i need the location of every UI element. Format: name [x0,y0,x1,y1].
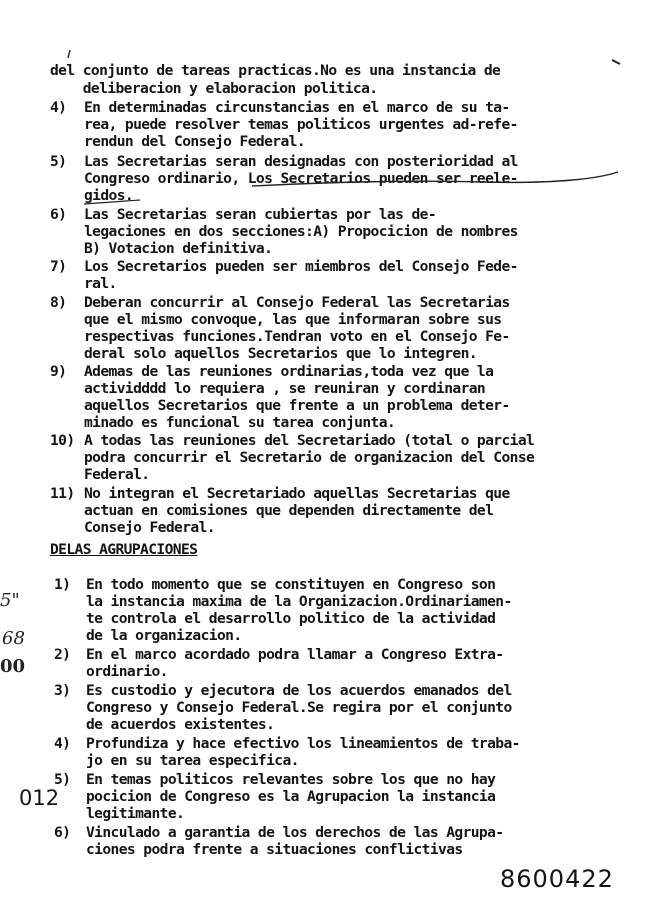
item-number: 8) [50,294,67,311]
item-line: legitimante. [86,805,185,822]
item-line: podra concurrir el Secretario de organizacion del Conse [84,449,535,466]
item-number: 3) [54,682,71,699]
item-line: minado es funcional su tarea conjunta. [84,414,396,431]
item-number: 1) [54,576,71,593]
item-line: de la organizacion. [86,627,242,644]
item-line: actividddd lo requiera , se reuniran y cordinaran [84,380,486,397]
item-line: A todas las reuniones del Secretariado (total o parcial [84,432,535,449]
item-line: de acuerdos existentes. [86,716,275,733]
item-line: gidos. [84,187,134,204]
item-number: 2) [54,646,71,663]
item-line: pocicion de Congreso es la Agrupacion la instancia [86,788,496,805]
item-line: te controla el desarrollo politico de la actividad [86,610,496,627]
item-number: 7) [50,258,67,275]
item-number: 9) [50,363,67,380]
margin-mark: 00 [0,656,26,677]
item-number: 5) [54,771,71,788]
item-line: aquellos Secretarios que frente a un problema deter- [84,397,510,414]
intro-line-1: del conjunto de tareas practicas.No es una instancia de [50,62,501,79]
item-line: B) Votacion definitiva. [84,240,273,257]
item-line: En temas politicos relevantes sobre los que no hay [86,771,496,788]
item-line: Las Secretarias seran designadas con posterioridad al [84,153,518,170]
item-number: 6) [54,824,71,841]
item-line: Los Secretarios pueden ser miembros del Consejo Fede- [84,258,518,275]
item-line: Profundiza y hace efectivo los lineamientos de traba- [86,735,520,752]
document-number: 8600422 [500,865,614,893]
item-line: Federal. [84,466,150,483]
item-line: ciones podra frente a situaciones conflictivas [86,841,463,858]
item-line: En determinadas circunstancias en el marco de su ta- [84,99,510,116]
item-line: No integran el Secretariado aquellas Secretarias que [84,485,510,502]
item-line: ral. [84,275,117,292]
item-number: 4) [50,99,67,116]
margin-mark: 5" [0,590,20,611]
intro-line-2: deliberacion y elaboracion politica. [50,80,378,97]
item-line: Consejo Federal. [84,519,215,536]
item-line: legaciones en dos secciones:A) Propocicion de nombres [84,223,518,240]
item-line: Es custodio y ejecutora de los acuerdos emanados del [86,682,512,699]
item-number: 4) [54,735,71,752]
item-line: Congreso y Consejo Federal.Se regira por el conjunto [86,699,512,716]
item-number: 11) [50,485,75,502]
item-number: 6) [50,206,67,223]
item-line: En todo momento que se constituyen en Congreso son [86,576,496,593]
item-line: ordinario. [86,663,168,680]
item-line: jo en su tarea especifica. [86,752,299,769]
item-line: Deberan concurrir al Consejo Federal las Secretarias [84,294,510,311]
item-line: respectivas funciones.Tendran voto en el Consejo Fe- [84,328,510,345]
margin-mark: 68 [2,628,25,649]
item-line: Congreso ordinario, Los Secretarios pueden ser reele- [84,170,518,187]
item-line: que el mismo convoque, las que informaran sobre sus [84,311,502,328]
item-line: deral solo aquellos Secretarios que lo integren. [84,345,477,362]
item-line: rendun del Consejo Federal. [84,133,306,150]
page-number: 012 [19,786,60,810]
item-line: Ademas de las reuniones ordinarias,toda vez que la [84,363,494,380]
item-line: actuan en comisiones que dependen directamente del [84,502,494,519]
top-pen-mark [0,0,656,70]
item-line: la instancia maxima de la Organizacion.Ordinariamen- [86,593,512,610]
item-line: Vinculado a garantia de los derechos de las Agrupa- [86,824,504,841]
item-line: rea, puede resolver temas politicos urgentes ad-refe- [84,116,518,133]
item-line: En el marco acordado podra llamar a Congreso Extra- [86,646,504,663]
item-number: 10) [50,432,75,449]
item-line: Las Secretarias seran cubiertas por las de- [84,206,437,223]
item-number: 5) [50,153,67,170]
section-title: DELAS AGRUPACIONES [50,541,198,558]
